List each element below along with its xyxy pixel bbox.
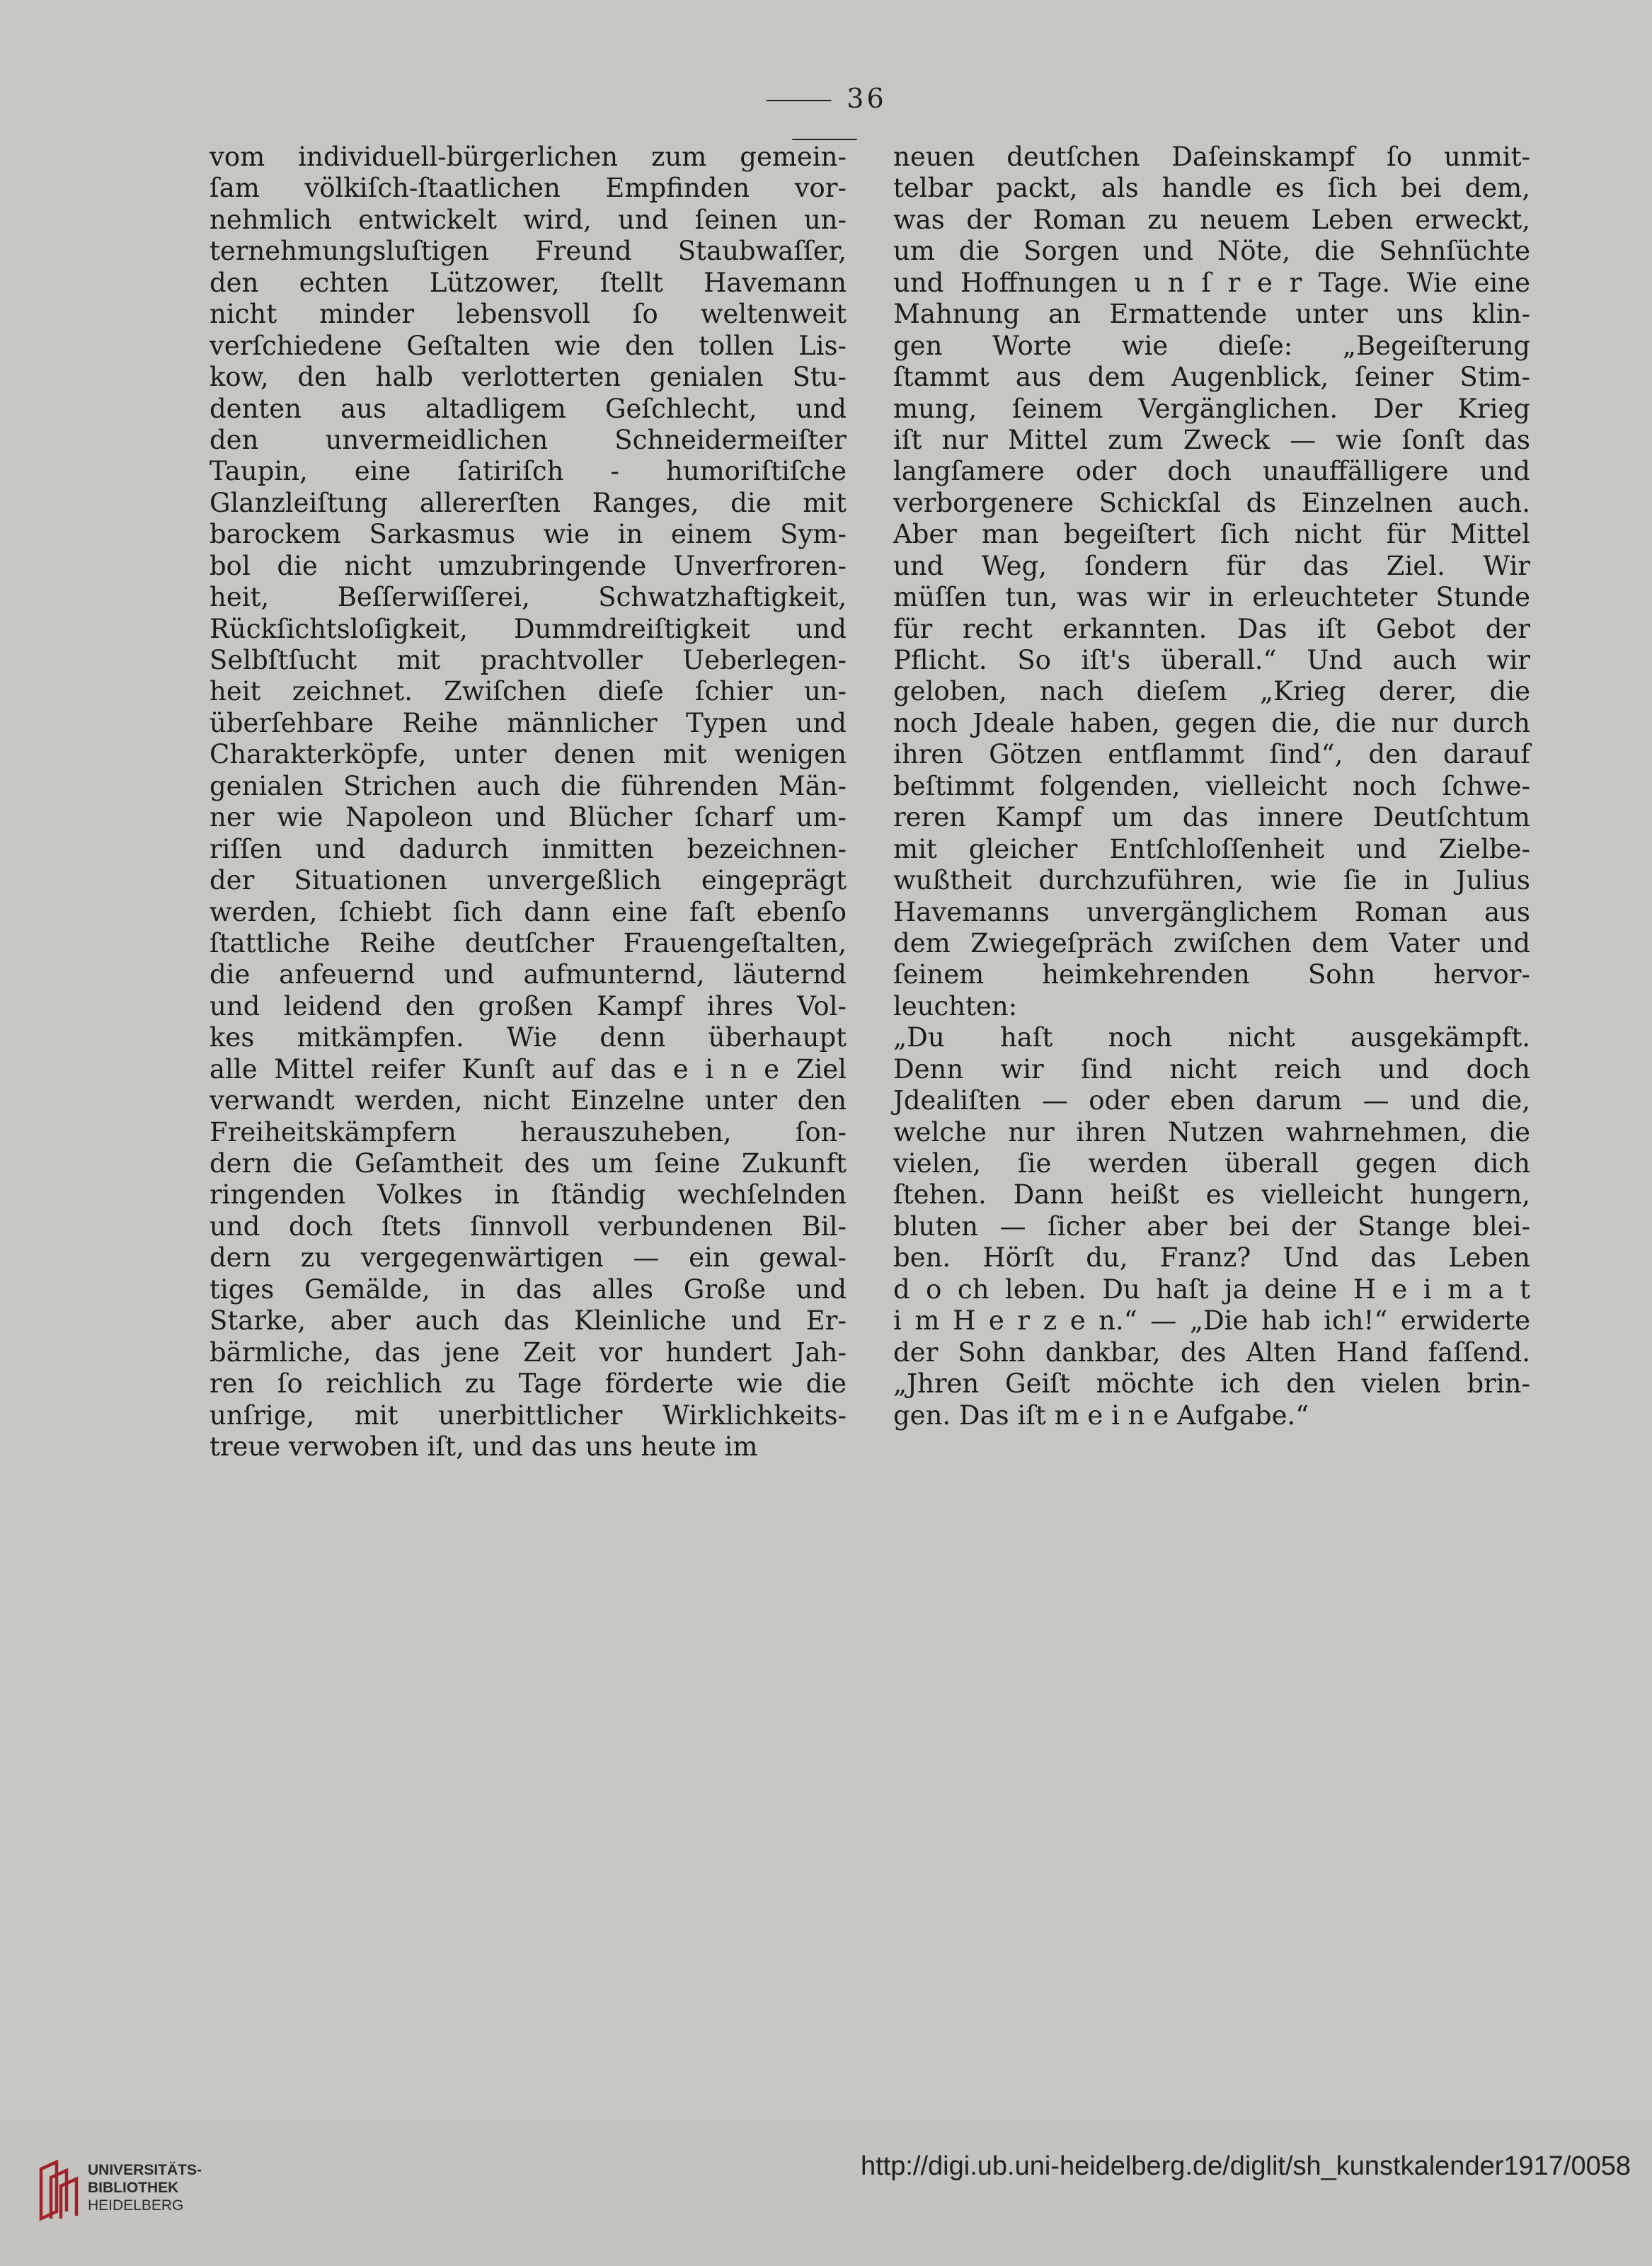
text-line: und doch ſtets ſinnvoll verbundenen Bil-: [210, 1211, 847, 1242]
text-line: geloben, nach dieſem „Krieg derer, die: [893, 676, 1530, 707]
text-line: unſrige, mit unerbittlicher Wirklichkeits-: [210, 1400, 847, 1431]
text-line: welche nur ihren Nutzen wahrnehmen, die: [893, 1116, 1530, 1148]
text-line: bol die nicht umzubringende Unverfroren-: [210, 550, 847, 581]
text-line: gen Worte wie dieſe: „Begeiſterung: [893, 330, 1530, 361]
text-line: ternehmungsluſtigen Freund Staubwaſſer,: [210, 236, 847, 267]
text-line: mit gleicher Entſchloſſenheit und Zielbe-: [893, 833, 1530, 864]
text-line: wußtheit durchzuführen, wie ſie in Julius: [893, 865, 1530, 896]
text-line: bärmliche, das jene Zeit vor hundert Jah-: [210, 1337, 847, 1368]
library-name: [88, 2161, 202, 2214]
text-line: dern die Geſamtheit des um ſeine Zukunft: [210, 1148, 847, 1179]
text-line: Denn wir ſind nicht reich und doch: [893, 1053, 1530, 1085]
text-line: ſtammt aus dem Augenblick, ſeiner Stim-: [893, 362, 1530, 393]
text-line: reren Kampf um das innere Deutſchtum: [893, 802, 1530, 833]
text-line: den echten Lützower, ſtellt Havemann: [210, 267, 847, 298]
text-line: die anfeuernd und aufmunternd, läuternd: [210, 959, 847, 990]
library-name-line: BIBLIOTHEK: [88, 2180, 179, 2196]
text-line: gen. Das iſt m e i n e Aufgabe.“: [893, 1400, 1309, 1431]
text-line: und Weg, ſondern für das Ziel. Wir: [893, 550, 1530, 581]
library-name-line: UNIVERSITÄTS-: [88, 2162, 202, 2178]
text-line: verborgenere Schickſal ds Einzelnen auch.: [893, 487, 1530, 518]
text-line: noch Jdeale haben, gegen die, die nur durch: [893, 707, 1530, 738]
library-name-line: HEIDELBERG: [88, 2197, 184, 2214]
text-line: tiges Gemälde, in das alles Große und: [210, 1274, 847, 1305]
text-line: treue verwoben iſt, und das uns heute im: [210, 1431, 758, 1462]
library-footer: [0, 2120, 1652, 2266]
text-line: neuen deutſchen Daſeinskampf ſo unmit-: [893, 142, 1530, 172]
text-line: kes mitkämpfen. Wie denn überhaupt: [210, 1022, 847, 1053]
library-logo-icon: [35, 2159, 81, 2221]
text-line: ſeinem heimkehrenden Sohn hervor-: [893, 959, 1530, 990]
text-line: dern zu vergegenwärtigen — ein gewal-: [210, 1242, 847, 1274]
text-line: iſt nur Mittel zum Zweck — wie ſonſt das: [893, 424, 1530, 455]
text-line: genialen Strichen auch die führenden Män-: [210, 770, 847, 801]
text-line: für recht erkannten. Das iſt Gebot der: [893, 613, 1530, 644]
right-text-column: [893, 142, 1530, 1431]
text-line: langſamere oder doch unauffälligere und: [893, 456, 1530, 487]
text-line: i m H e r z e n.“ — „Die hab ich!“ erwiderte: [893, 1305, 1530, 1337]
text-line: Charakterköpfe, unter denen mit wenigen: [210, 739, 847, 770]
text-line: bluten — ſicher aber bei der Stange blei-: [893, 1211, 1530, 1242]
text-line: ner wie Napoleon und Blücher ſcharf um-: [210, 802, 847, 833]
text-line: ringenden Volkes in ſtändig wechſelnden: [210, 1179, 847, 1211]
page-number: ⸻ 36 ⸻: [765, 83, 887, 153]
text-line: vielen, ſie werden überall gegen dich: [893, 1148, 1530, 1179]
text-line: nicht minder lebensvoll ſo weltenweit: [210, 299, 847, 330]
source-url-link[interactable]: http://digi.ub.uni-heidelberg.de/diglit/sh_kunstkalender1917/0058: [860, 2151, 1631, 2181]
text-line: verſchiedene Geſtalten wie den tollen Lis-: [210, 330, 847, 361]
text-line: was der Roman zu neuem Leben erweckt,: [893, 204, 1530, 235]
left-text-column: [210, 142, 847, 1463]
text-line: den unvermeidlichen Schneidermeiſter: [210, 424, 847, 455]
text-line: heit zeichnet. Zwiſchen dieſe ſchier un-: [210, 676, 847, 707]
text-line: ſtattliche Reihe deutſcher Frauengeſtalten,: [210, 927, 847, 959]
text-line: Starke, aber auch das Kleinliche und Er-: [210, 1305, 847, 1337]
text-line: „Jhren Geiſt möchte ich den vielen brin-: [893, 1368, 1530, 1400]
text-line: werden, ſchiebt ſich dann eine faſt ebenſo: [210, 896, 847, 927]
text-line: alle Mittel reifer Kunſt auf das e i n e Ziel: [210, 1053, 847, 1085]
text-line: Havemanns unvergänglichem Roman aus: [893, 896, 1530, 927]
text-line: Aber man begeiſtert ſich nicht für Mittel: [893, 519, 1530, 550]
text-line: dem Zwiegeſpräch zwiſchen dem Vater und: [893, 927, 1530, 959]
text-line: ben. Hörſt du, Franz? Und das Leben: [893, 1242, 1530, 1274]
text-line: müſſen tun, was wir in erleuchteter Stunde: [893, 582, 1530, 613]
text-line: Pflicht. So iſt's überall.“ Und auch wir: [893, 645, 1530, 675]
text-line: vom individuell-bürgerlichen zum gemein-: [210, 142, 847, 172]
text-line: ſam völkiſch-ſtaatlichen Empfinden vor-: [210, 173, 847, 204]
text-line: barockem Sarkasmus wie in einem Sym-: [210, 519, 847, 550]
text-line: Mahnung an Ermattende unter uns klin-: [893, 299, 1530, 330]
text-line: riſſen und dadurch inmitten bezeichnen-: [210, 833, 847, 864]
text-line: Jdealiſten — oder eben darum — und die,: [893, 1085, 1530, 1116]
text-line: leuchten:: [893, 990, 1018, 1022]
text-line: Glanzleiſtung allererſten Ranges, die mit: [210, 487, 847, 518]
text-line: telbar packt, als handle es ſich bei dem,: [893, 173, 1530, 204]
text-line: ihren Götzen entflammt ſind“, den darauf: [893, 739, 1530, 770]
text-line: Freiheitskämpfern herauszuheben, ſon-: [210, 1116, 847, 1148]
text-line: ren ſo reichlich zu Tage förderte wie die: [210, 1368, 847, 1400]
text-line: kow, den halb verlotterten genialen Stu-: [210, 362, 847, 393]
text-line: „Du haſt noch nicht ausgekämpft.: [893, 1022, 1530, 1053]
text-line: Rückſichtsloſigkeit, Dummdreiſtigkeit und: [210, 613, 847, 644]
text-line: der Sohn dankbar, des Alten Hand faſſend.: [893, 1337, 1530, 1368]
text-line: heit, Beſſerwiſſerei, Schwatzhaftigkeit,: [210, 582, 847, 613]
text-line: um die Sorgen und Nöte, die Sehnſüchte: [893, 236, 1530, 267]
text-line: ſtehen. Dann heißt es vielleicht hungern,: [893, 1179, 1530, 1211]
text-line: der Situationen unvergeßlich eingeprägt: [210, 865, 847, 896]
text-line: beſtimmt folgenden, vielleicht noch ſchwe-: [893, 770, 1530, 801]
text-line: und leidend den großen Kampf ihres Vol-: [210, 990, 847, 1022]
text-line: überſehbare Reihe männlicher Typen und: [210, 707, 847, 738]
text-line: d o ch leben. Du haſt ja deine H e i m a t: [893, 1274, 1530, 1305]
text-line: und Hoffnungen u n ſ r e r Tage. Wie eine: [893, 267, 1530, 298]
text-line: denten aus altadligem Geſchlecht, und: [210, 393, 847, 424]
text-line: nehmlich entwickelt wird, und ſeinen un-: [210, 204, 847, 235]
text-line: Selbſtſucht mit prachtvoller Ueberlegen-: [210, 645, 847, 675]
text-line: mung, ſeinem Vergänglichen. Der Krieg: [893, 393, 1530, 424]
text-line: verwandt werden, nicht Einzelne unter den: [210, 1085, 847, 1116]
text-line: Taupin, eine ſatiriſch - humoriſtiſche: [210, 456, 847, 487]
